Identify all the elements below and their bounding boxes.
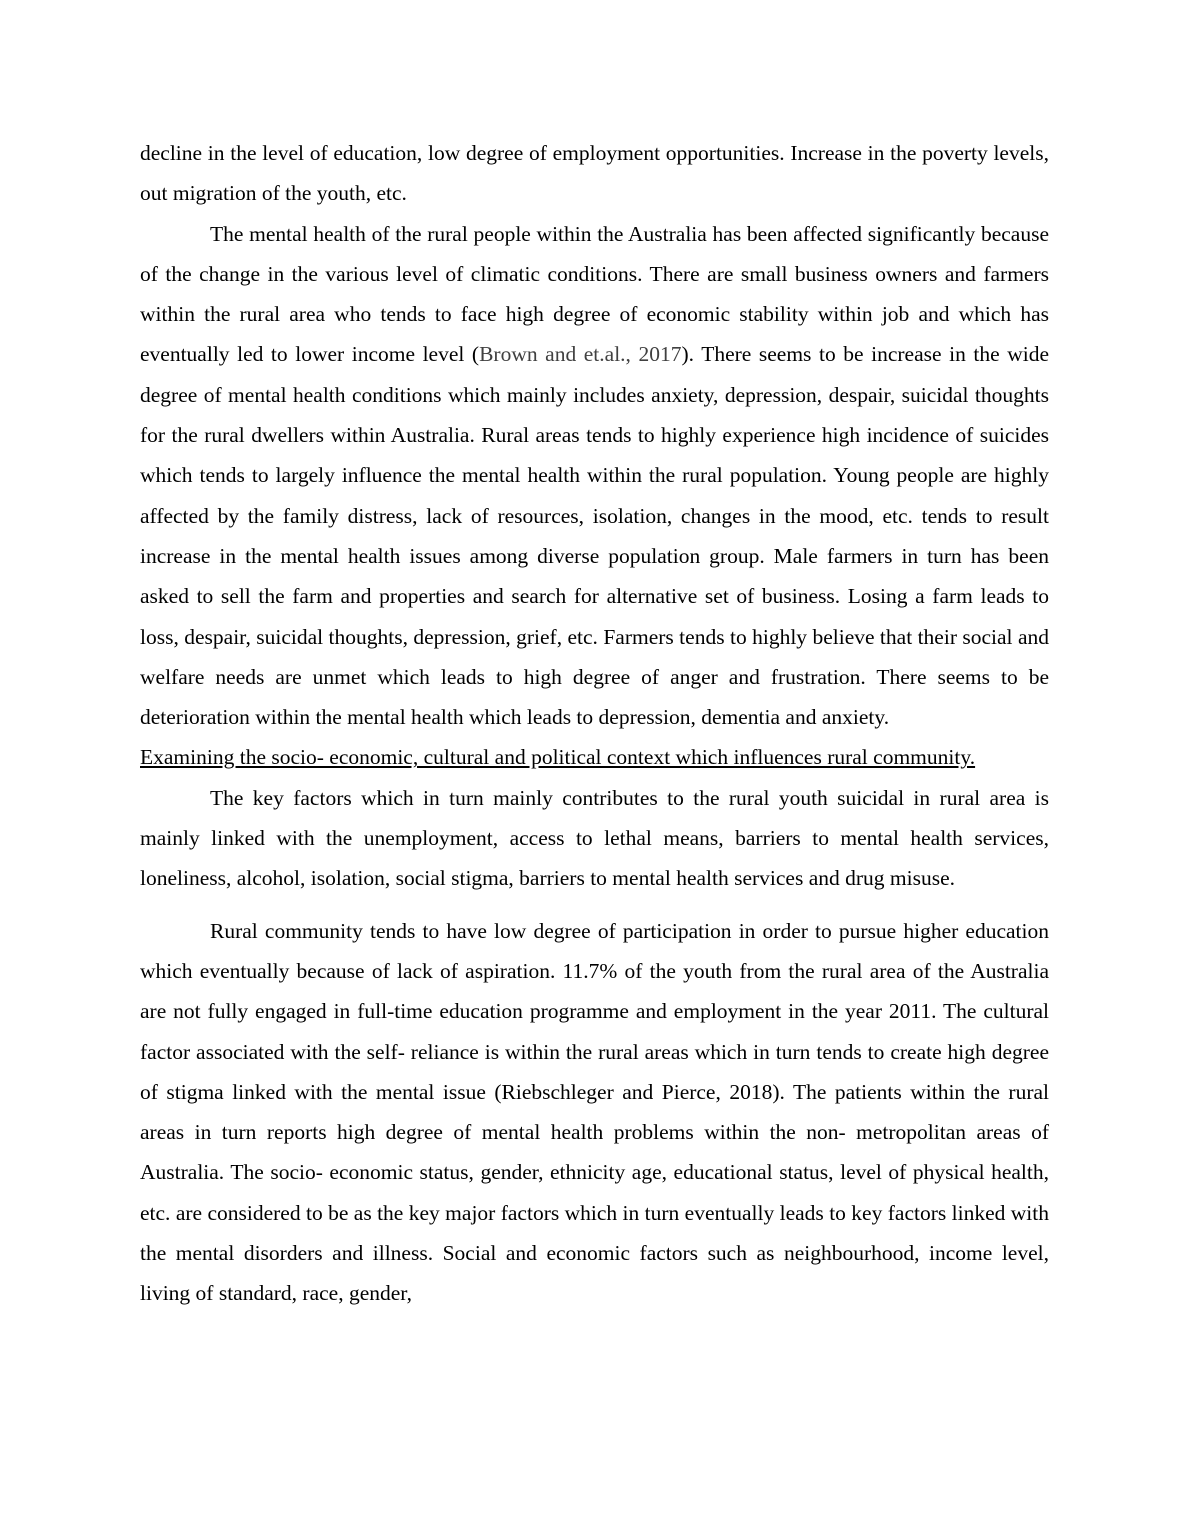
paragraph-education-decline: decline in the level of education, low degree of employment opportunities. Increase in the poverty levels, out migration of the youth, etc.	[140, 141, 1049, 206]
paragraph-key-factors: The key factors which in turn mainly contributes to the rural youth suicidal in rural area is mainly linked with the unemployment, access to lethal means, barriers to mental health services, loneliness, alcohol, isolation, social stigma, barriers to mental health services and drug misuse.	[140, 785, 1049, 891]
section-heading: Examining the socio- economic, cultural and political context which influences rural community.	[140, 745, 976, 770]
paragraph-rural-community: Rural community tends to have low degree of participation in order to pursue higher education which eventually because of lack of aspiration. 11.7% of the youth from the rural area of the Australia are not fully engaged in full-time education programme and employment in the year 2011. The cultural factor associated with the self- reliance is within the rural areas which in turn tends to create high degree of stigma linked with the mental issue (Riebschleger and Pierce, 2018). The patients within the rural areas in turn reports high degree of mental health problems within the non- metropolitan areas of Australia. The socio- economic status, gender, ethnicity age, educational status, level of physical health, etc. are considered to be as the key major factors which in turn eventually leads to key factors linked with the mental disorders and illness. Social and economic factors such as neighbourhood, income level, living of standard, race, gender,	[140, 918, 1049, 1306]
paragraph-mental-health-text-2: ). There seems to be increase in the wide degree of mental health conditions which mainly includes anxiety, depression, despair, suicidal thoughts for the rural dwellers within Australia. Rural areas tends to highly experience high incidence of suicides which tends to largely influence the mental health within the rural population. Young people are highly affected by the family distress, lack of resources, isolation, changes in the mood, etc. tends to result increase in the mental health issues among diverse population group. Male farmers in turn has been asked to sell the farm and properties and search for alternative set of business. Losing a farm leads to loss, despair, suicidal thoughts, depression, grief, etc. Farmers tends to highly believe that their social and welfare needs are unmet which leads to high degree of anger and frustration. There seems to be deterioration within the mental health which leads to depression, dementia and anxiety.	[140, 342, 1049, 730]
paragraph-mental-health-text-1: The mental health of the rural people within the Australia has been affected significantly because of the change in the various level of climatic conditions. There are small business owners and farmers within the rural area who tends to face high degree of economic stability within job and which has eventually led to lower income level (	[140, 221, 1049, 367]
document-page	[140, 133, 1049, 1314]
paragraph-mental-health	[140, 214, 1049, 738]
citation-brown-2017: Brown and et.al., 2017	[479, 342, 682, 367]
